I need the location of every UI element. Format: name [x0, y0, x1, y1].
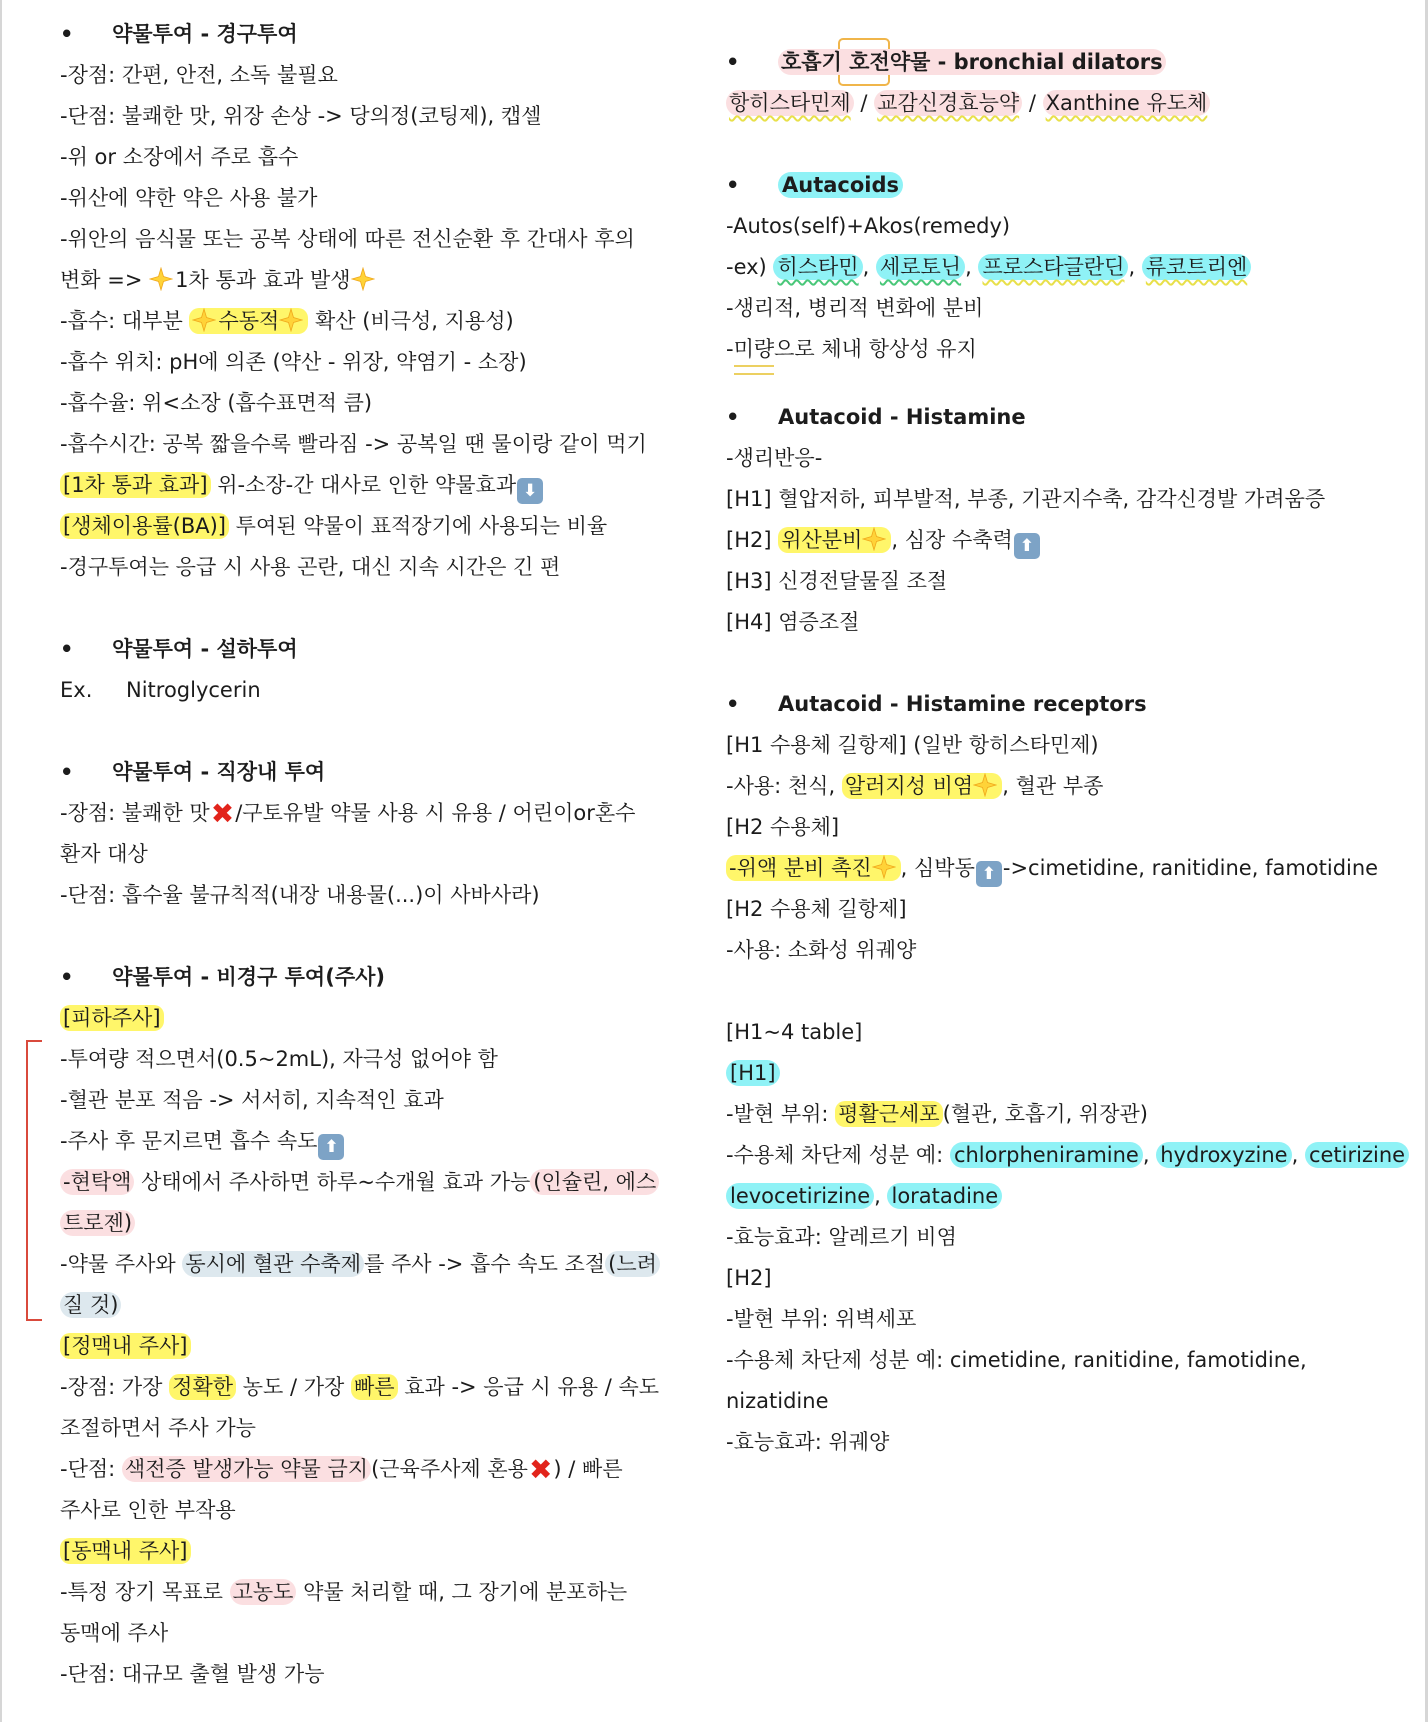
note-line: -효능효과: 위궤양: [726, 1430, 890, 1454]
highlight: [생체이용률(BA)]: [60, 513, 229, 539]
highlight: 동시에 혈관 수축제: [182, 1251, 364, 1277]
note-line: -사용: 소화성 위궤양: [726, 938, 917, 962]
highlight: 고농도: [230, 1579, 297, 1605]
note-line: -효능효과: 알레르기 비염: [726, 1225, 957, 1249]
down-arrow-box-icon: ⬇: [517, 478, 543, 504]
note-line: 환자 대상: [60, 842, 148, 866]
highlight: 평활근세포: [835, 1101, 942, 1127]
highlight: 색전증 발생가능 약물 금지: [122, 1456, 371, 1482]
highlight: hydroxyzine: [1156, 1142, 1291, 1168]
highlight: 위산분비: [778, 527, 891, 553]
sparkle-star-icon: [192, 305, 218, 329]
note-line: -장점: 간편, 안전, 소독 불필요: [60, 63, 338, 87]
note-line: -투여량 적으면서(0.5~2mL), 자극성 없어야 함: [60, 1047, 498, 1071]
note-line: [60, 998, 670, 1039]
section-heading-histamine: • Autacoid - Histamine: [726, 405, 1026, 429]
note-line: -위안의 음식물 또는 공복 상태에 따른 전신순환 후 간대사 후의: [60, 227, 635, 251]
highlight: 호흡기 호전약물 - bronchial dilators: [778, 49, 1166, 75]
highlight: 알러지성 비염: [842, 773, 1002, 799]
note-line: -위산에 약한 약은 사용 불가: [60, 186, 318, 210]
note-line: -생리반응-: [726, 446, 823, 470]
highlight: cetirizine: [1305, 1142, 1409, 1168]
note-line: -미량으로 체내 항상성 유지: [726, 337, 977, 361]
red-cross-icon: ✖: [528, 1453, 553, 1486]
up-arrow-box-icon: ⬆: [318, 1134, 344, 1160]
note-line: -사용: 천식, 알러지성 비염 , 혈관 부종: [726, 766, 1406, 807]
note-line: levocetirizine , loratadine: [726, 1176, 1406, 1217]
highlight: [동맥내 주사]: [60, 1538, 191, 1564]
highlight: (느려: [605, 1251, 660, 1277]
note-line: -흡수: 대부분 수동적 확산 (비극성, 지용성): [60, 301, 670, 342]
section-heading-parenteral: • 약물투여 - 비경구 투여(주사): [60, 965, 385, 989]
table-heading: [H1~4 table]: [726, 1020, 863, 1044]
note-line: -특정 장기 목표로 고농도 약물 처리할 때, 그 장기에 분포하는: [60, 1580, 628, 1604]
red-bracket-annotation: [26, 1040, 42, 1321]
highlight: 수동적: [189, 308, 308, 334]
note-line: [60, 1285, 670, 1326]
note-line: [60, 1531, 670, 1572]
sparkle-star-icon: [351, 264, 377, 288]
note-line: -경구투여는 응급 시 사용 곤란, 대신 지속 시간은 긴 편: [60, 555, 561, 579]
section-heading-oral: • 약물투여 - 경구투여: [60, 22, 298, 46]
note-line: -수용체 차단제 성분 예: chlorpheniramine , hydroxyzine , cetirizine: [726, 1135, 1406, 1176]
highlight: Xanthine 유도체: [1043, 90, 1211, 116]
left-column: [60, 14, 670, 1695]
section-heading-sublingual: • 약물투여 - 설하투여: [60, 637, 298, 661]
sparkle-star-icon: [872, 852, 898, 876]
highlight: loratadine: [887, 1183, 1002, 1209]
highlight: 트로젠): [60, 1210, 135, 1236]
note-line: [H4] 염증조절: [726, 610, 860, 634]
highlight: chlorpheniramine: [950, 1142, 1143, 1168]
note-line: -위액 분비 촉진 , 심박동 ⬆ ->cimetidine, ranitidine, famotidine: [726, 848, 1406, 889]
highlight: (인슐린, 에스: [530, 1169, 659, 1195]
note-line: -발현 부위: 위벽세포: [726, 1307, 917, 1331]
note-line: [H2] 위산분비 , 심장 수축력 ⬆: [726, 520, 1406, 561]
highlight: 류코트리엔: [1142, 254, 1251, 280]
note-line: 항히스타민제 / 교감신경효능약 / Xanthine 유도체: [726, 83, 1406, 124]
note-line: 동맥에 주사: [60, 1621, 169, 1645]
right-column: [726, 42, 1406, 1463]
note-line: -혈관 분포 적음 -> 서서히, 지속적인 효과: [60, 1088, 444, 1112]
highlight: 빠른: [351, 1374, 398, 1400]
note-line: Ex. Nitroglycerin: [60, 678, 261, 702]
sparkle-star-icon: [279, 305, 305, 329]
note-line: -위 or 소장에서 주로 흡수: [60, 145, 299, 169]
up-arrow-box-icon: ⬆: [976, 861, 1002, 887]
note-line: 주사로 인한 부작용: [60, 1498, 236, 1522]
sparkle-star-icon: [862, 524, 888, 548]
note-line: [60, 1326, 670, 1367]
up-arrow-box-icon: ⬆: [1014, 533, 1040, 559]
highlight: 세로토닌: [876, 254, 965, 280]
note-line: -약물 주사와 동시에 혈관 수축제 를 주사 -> 흡수 속도 조절 (느려: [60, 1244, 670, 1285]
note-line: -현탁액 상태에서 주사하면 하루~수개월 효과 가능 (인슐린, 에스: [60, 1162, 670, 1203]
note-line: [H1 수용체 길항제] (일반 항히스타민제): [726, 733, 1099, 757]
note-line: -장점: 가장 정확한 농도 / 가장 빠른 효과 -> 응급 시 유용 / 속도: [60, 1375, 660, 1399]
highlight: [1차 통과 효과]: [60, 472, 211, 498]
note-line: [H3] 신경전달물질 조절: [726, 569, 948, 593]
highlight: [정맥내 주사]: [60, 1333, 191, 1359]
sparkle-star-icon: [973, 770, 999, 794]
highlight: -위액 분비 촉진: [726, 855, 901, 881]
red-cross-icon: ✖: [210, 797, 235, 830]
note-line: -Autos(self)+Akos(remedy): [726, 214, 1011, 238]
section-heading-rectal: • 약물투여 - 직장내 투여: [60, 760, 326, 784]
note-line: -수용체 차단제 성분 예: cimetidine, ranitidine, famotidine,: [726, 1348, 1307, 1372]
highlight: 히스타민: [773, 254, 862, 280]
highlight: [H1]: [726, 1060, 780, 1086]
section-heading-bronchodilators: • 호흡기 호전약물 - bronchial dilators: [726, 42, 1406, 83]
highlight: Autacoids: [778, 172, 903, 198]
sparkle-star-icon: [149, 264, 175, 288]
note-line: 변화 => 1차 통과 효과 발생: [60, 260, 670, 301]
note-line: [H2 수용체 길항제]: [726, 897, 907, 921]
note-line: -ex) 히스타민 , 세로토닌 , 프로스타글란딘 , 류코트리엔: [726, 247, 1406, 288]
highlight: [피하주사]: [60, 1005, 164, 1031]
note-line: [726, 1053, 1406, 1094]
note-line: [생체이용률(BA)] 투여된 약물이 표적장기에 사용되는 비율: [60, 506, 670, 547]
highlight: levocetirizine: [726, 1183, 874, 1209]
section-heading-histamine-receptors: • Autacoid - Histamine receptors: [726, 692, 1147, 716]
note-line: -장점: 불쾌한 맛✖/구토유발 약물 사용 시 유용 / 어린이or혼수: [60, 797, 636, 830]
note-line: [H2 수용체]: [726, 815, 840, 839]
note-line: -흡수시간: 공복 짧을수록 빨라짐 -> 공복일 땐 물이랑 같이 먹기: [60, 432, 647, 456]
note-line: [H2]: [726, 1266, 772, 1290]
note-line: -흡수율: 위<소장 (흡수표면적 큼): [60, 391, 373, 415]
note-line: -단점: 색전증 발생가능 약물 금지 (근육주사제 혼용✖) / 빠른: [60, 1453, 623, 1486]
highlight: 정확한: [169, 1374, 236, 1400]
note-line: -흡수 위치: pH에 의존 (약산 - 위장, 약염기 - 소장): [60, 350, 527, 374]
note-line: -단점: 흡수율 불규칙적(내장 내용물(...)이 사바사라): [60, 883, 540, 907]
highlight: 항히스타민제: [726, 90, 854, 116]
note-line: -단점: 불쾌한 맛, 위장 손상 -> 당의정(코팅제), 캡셀: [60, 104, 542, 128]
note-line: [H1] 혈압저하, 피부발적, 부종, 기관지수축, 감각신경발 가려움증: [726, 487, 1326, 511]
note-line: [60, 1203, 670, 1244]
highlight: 교감신경효능약: [874, 90, 1022, 116]
highlight: 질 것): [60, 1292, 121, 1318]
highlight: -현탁액: [60, 1169, 134, 1195]
note-line: nizatidine: [726, 1389, 829, 1413]
note-line: -주사 후 문지르면 흡수 속도 ⬆: [60, 1121, 670, 1162]
note-line: -발현 부위: 평활근세포 (혈관, 호흡기, 위장관): [726, 1102, 1148, 1126]
highlight: 프로스타글란딘: [978, 254, 1128, 280]
note-line: -단점: 대규모 출혈 발생 가능: [60, 1662, 325, 1686]
section-heading-autacoids: • Autacoids: [726, 165, 1406, 206]
note-line: [1차 통과 효과] 위-소장-간 대사로 인한 약물효과 ⬇: [60, 465, 670, 506]
note-line: 조절하면서 주사 가능: [60, 1416, 256, 1440]
note-line: -생리적, 병리적 변화에 분비: [726, 296, 984, 320]
